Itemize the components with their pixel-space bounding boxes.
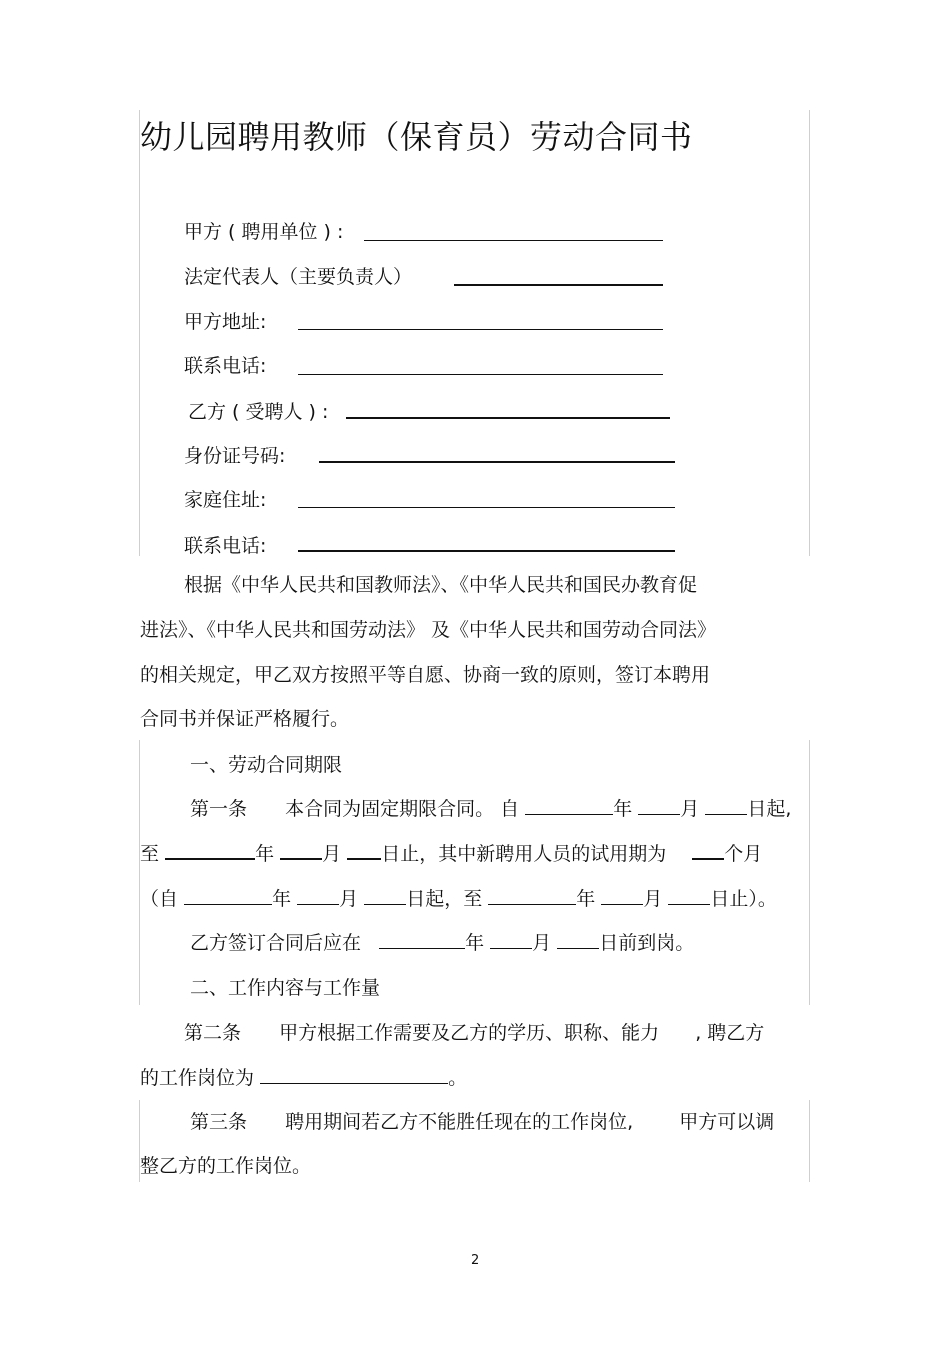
report-text: 乙方签订合同后应在 [190, 932, 362, 954]
text-probation: 日止，其中新聘用人员的试用期为 [381, 843, 667, 865]
document-title: 幼儿园聘用教师（保育员）劳动合同书 [140, 118, 693, 156]
preamble-line-3: 的相关规定，甲乙双方按照平等自愿、协商一致的原则，签订本聘用 [140, 664, 711, 686]
unit-month: 月 [532, 932, 552, 954]
article-1-text: 本合同为固定期限合同。 自 [285, 798, 520, 820]
article-2-position-label: 的工作岗位为 [140, 1067, 255, 1089]
article-2-text: 甲方根据工作需要及乙方的学历、职称、能力 [279, 1022, 660, 1044]
field-label-id-number: 身份证号码: [184, 445, 286, 467]
field-line-legal-rep[interactable] [454, 284, 663, 286]
blank-end-month[interactable] [280, 838, 322, 860]
scan-edge-right-2 [809, 740, 810, 1005]
article-1-line-1 [190, 787, 791, 832]
article-3-line-2: 整乙方的工作岗位。 [140, 1155, 312, 1177]
text-from-open: （自 [140, 888, 179, 910]
field-line-party-b[interactable] [346, 417, 670, 419]
blank-start-month[interactable] [638, 794, 680, 815]
scan-edge-left-1 [139, 110, 140, 556]
page-number: 2 [471, 1253, 480, 1268]
article-3-line-1 [190, 1100, 774, 1145]
blank-probation-end-year[interactable] [488, 884, 576, 905]
field-label-party-b: 乙方 ( 受聘人 ) : [188, 401, 329, 423]
field-label-home-address: 家庭住址: [184, 489, 267, 511]
field-line-party-a-address[interactable] [298, 329, 663, 330]
blank-report-day[interactable] [557, 928, 599, 949]
unit-year: 年 [255, 843, 275, 865]
field-label-party-b-phone: 联系电话: [184, 535, 267, 557]
unit-month: 月 [680, 798, 700, 820]
unit-month: 月 [339, 888, 359, 910]
unit-year: 年 [272, 888, 292, 910]
blank-probation-start-year[interactable] [184, 884, 272, 905]
report-duty-line [190, 921, 694, 966]
article-2-line-1 [184, 1011, 764, 1056]
blank-report-year[interactable] [379, 928, 465, 949]
blank-start-year[interactable] [525, 794, 613, 815]
article-1-line-3 [140, 877, 777, 922]
unit-months: 个月 [724, 843, 763, 865]
blank-probation-start-month[interactable] [297, 884, 339, 905]
section-2-heading: 二、工作内容与工作量 [190, 977, 381, 999]
unit-day-from: 日起, [747, 798, 792, 820]
blank-probation-end-day[interactable] [668, 884, 710, 905]
blank-probation-end-month[interactable] [601, 884, 643, 905]
preamble-line-1: 根据《中华人民共和国教师法》、《中华人民共和国民办教育促 [184, 574, 698, 596]
unit-year: 年 [465, 932, 485, 954]
article-2-line-2 [140, 1056, 467, 1101]
article-2-lead: 第二条 [184, 1022, 242, 1044]
unit-year: 年 [613, 798, 633, 820]
article-3-text: 聘用期间若乙方不能胜任现在的工作岗位, [285, 1111, 634, 1133]
scan-edge-right-1 [809, 110, 810, 556]
field-label-party-a: 甲方 ( 聘用单位 ) : [184, 221, 344, 243]
unit-year: 年 [576, 888, 596, 910]
article-3-lead: 第三条 [190, 1111, 248, 1133]
unit-month: 月 [322, 843, 342, 865]
blank-job-position[interactable] [260, 1063, 448, 1084]
blank-end-day[interactable] [347, 838, 381, 860]
field-line-party-a-phone[interactable] [298, 374, 663, 375]
field-label-party-a-address: 甲方地址: [184, 311, 267, 333]
blank-probation-start-day[interactable] [364, 884, 406, 905]
report-end: 日前到岗。 [599, 932, 695, 954]
text-close: 日止）。 [710, 888, 777, 910]
article-1-line-2 [140, 832, 762, 877]
preamble-line-4: 合同书并保证严格履行。 [140, 708, 350, 730]
article-1-lead: 第一条 [190, 798, 248, 820]
field-line-party-b-phone[interactable] [298, 550, 675, 552]
article-3-tail: 甲方可以调 [679, 1111, 775, 1133]
blank-start-day[interactable] [705, 794, 747, 815]
article-2-tail: , 聘乙方 [695, 1022, 765, 1044]
article-2-end: 。 [448, 1067, 468, 1089]
field-label-legal-rep: 法定代表人（主要负责人） [184, 266, 413, 288]
scan-edge-right-3 [809, 1100, 810, 1182]
text-to: 至 [140, 843, 160, 865]
preamble-line-2: 进法》、《中华人民共和国劳动法》 及《中华人民共和国劳动合同法》 [140, 619, 717, 641]
field-line-id-number[interactable] [319, 461, 675, 463]
section-1-heading: 一、劳动合同期限 [190, 754, 343, 776]
unit-month: 月 [643, 888, 663, 910]
text-from-to: 日起，至 [406, 888, 483, 910]
blank-report-month[interactable] [490, 928, 532, 949]
field-label-party-a-phone: 联系电话: [184, 355, 267, 377]
field-line-home-address[interactable] [298, 507, 675, 508]
blank-end-year[interactable] [165, 838, 255, 860]
blank-probation-months[interactable] [692, 838, 724, 860]
field-line-party-a[interactable] [364, 240, 663, 241]
